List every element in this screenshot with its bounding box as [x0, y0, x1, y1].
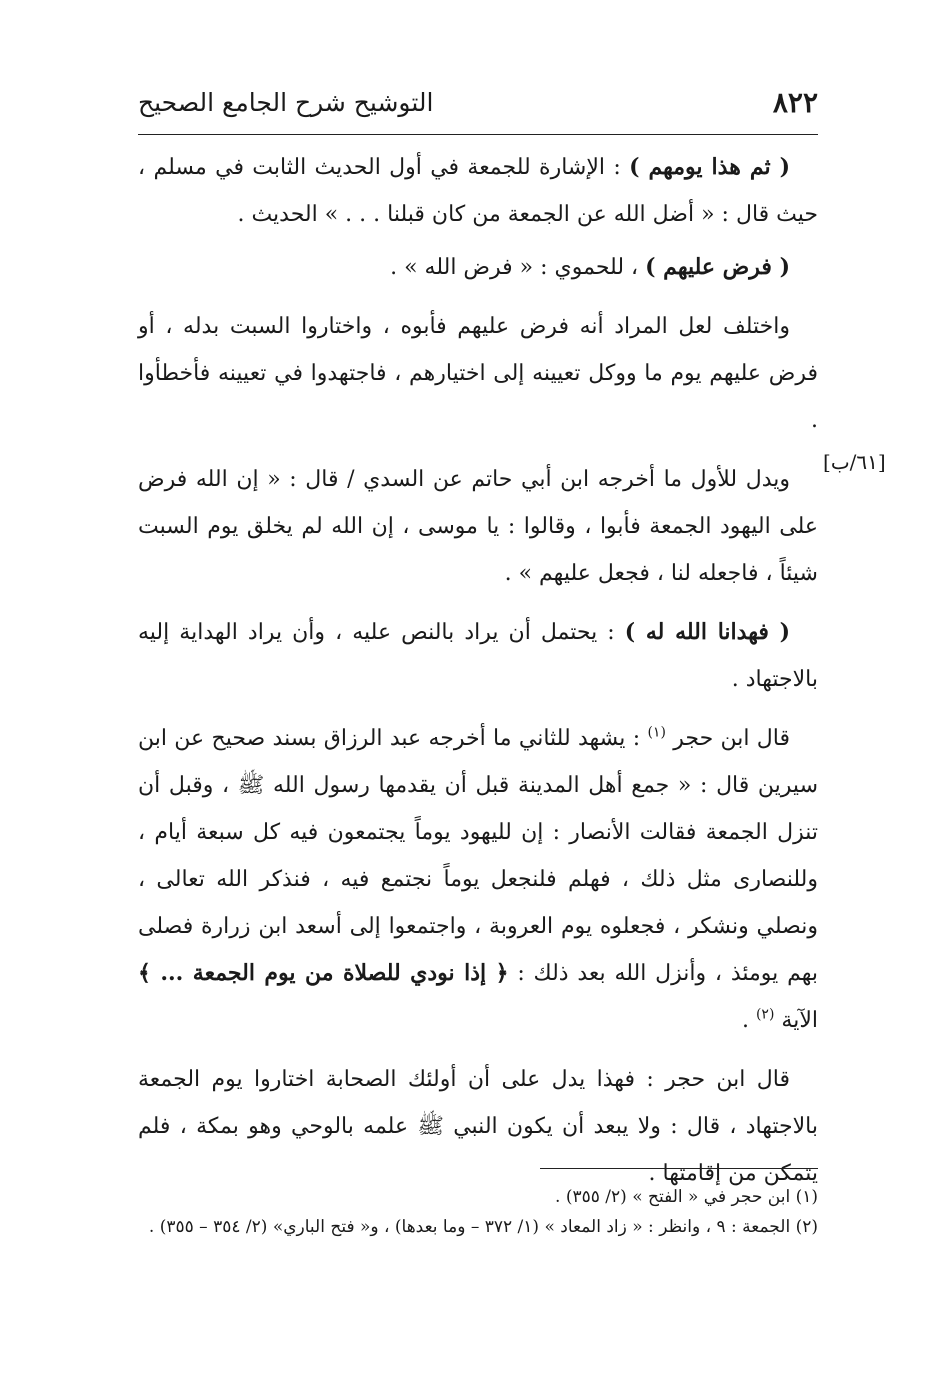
paragraph-5 [138, 609, 818, 703]
paragraph-4 [138, 456, 818, 597]
paragraph-3 [138, 303, 818, 444]
paragraph-7-text: قال ابن حجر : فهذا يدل على أن أولئك الصحابة اختاروا يوم الجمعة بالاجتهاد ، قال : ولا يبعد أن يكون النبي ﷺ علمه بالوحي وهو بمكة ، فلم يتمكن من إقامتها . [138, 1067, 818, 1186]
paragraph-6-text-a: قال ابن حجر [665, 726, 790, 751]
footnotes [138, 1182, 818, 1242]
paragraph-6 [138, 715, 818, 1044]
running-title: التوشيح شرح الجامع الصحيح [138, 88, 434, 117]
header-rule [138, 134, 818, 135]
footnote-ref-1: (١) [647, 724, 666, 741]
paragraph-1-text: : الإشارة للجمعة في أول الحديث الثابت في مسلم ، حيث قال : « أضل الله عن الجمعة من كان قبلنا . . . » الحديث . [138, 155, 818, 227]
paragraph-1 [138, 144, 818, 238]
paragraph-2-text: ، للحموي : « فرض الله » . [390, 255, 646, 280]
lemma-3: ( فهدانا الله له ) [624, 619, 790, 645]
quran-quote: ﴿ إذا نودي للصلاة من يوم الجمعة ... ﴾ [138, 960, 509, 986]
footnote-2: (٢) الجمعة : ٩ ، وانظر : « زاد المعاد » (١/ ٣٧٢ – وما بعدها) ، و« فتح الباري» (٢/ ٣٥٤ – ٣٥٥) . [148, 1217, 818, 1237]
page-header [138, 84, 818, 128]
paragraph-6-text-c: الآية [774, 1008, 818, 1033]
main-text [138, 144, 818, 1209]
lemma-1: ( ثم هذا يومهم ) [629, 154, 790, 180]
paragraph-2 [138, 244, 818, 291]
paragraph-5-text: : يحتمل أن يراد بالنص عليه ، وأن يراد الهداية إليه بالاجتهاد . [138, 620, 818, 692]
paragraph-7 [138, 1056, 818, 1197]
footnote-1: (١) ابن حجر في « الفتح » (٢/ ٣٥٥) . [555, 1187, 818, 1207]
footnote-ref-2: (٢) [755, 1006, 775, 1023]
lemma-2: ( فرض عليهم ) [645, 254, 790, 280]
paragraph-4-text: ويدل للأول ما أخرجه ابن أبي حاتم عن السدي / قال : « إن الله فرض على اليهود الجمعة فأبوا ، وقالوا : يا موسى ، إن الله لم يخلق يوم السبت شيئاً ، فاجعله لنا ، فجعل عليهم » . [138, 467, 818, 586]
paragraph-6-text-b: : يشهد للثاني ما أخرجه عبد الرزاق بسند صحيح عن ابن سيرين قال : « جمع أهل المدينة قبل أن يقدمها رسول الله ﷺ ، وقبل أن تنزل الجمعة فقالت الأنصار : إن لليهود يوماً يجتمعون فيه كل سبعة أيام ، وللنصارى مثل ذلك ، فهلم فلنجعل يوماً نجتمع فيه ، فنذكر الله تعالى ، ونصلي ونشكر ، فجعلوه يوم العروبة ، واجتمعوا إلى أسعد ابن زرارة فصلى بهم يومئذ ، وأنزل الله بعد ذلك : [138, 726, 818, 986]
footnote-rule [540, 1168, 818, 1169]
page-number: ٨٢٢ [772, 86, 818, 119]
margin-folio-note: [٦١/ب] [823, 450, 886, 474]
paragraph-3-text: واختلف لعل المراد أنه فرض عليهم فأبوه ، واختاروا السبت بدله ، أو فرض عليهم يوم ما ووكل تعيينه إلى اختيارهم ، فاجتهدوا في تعيينه فأخطأوا . [138, 314, 818, 433]
paragraph-6-text-d: . [741, 1008, 756, 1033]
